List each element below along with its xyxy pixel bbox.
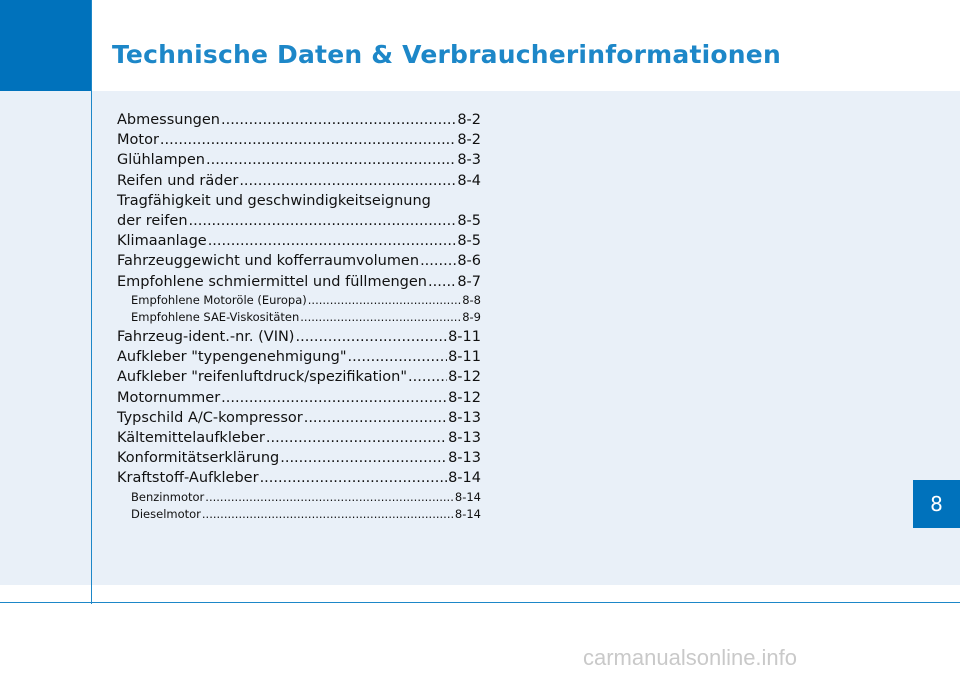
toc-page-number: 8-2: [457, 112, 481, 128]
dot-leader: [280, 448, 447, 468]
dot-leader: [221, 388, 447, 408]
toc-entry[interactable]: [117, 327, 481, 347]
toc-page-number: 8-5: [457, 233, 481, 250]
toc-page-number: 8-5: [457, 213, 481, 230]
dot-leader: [189, 211, 457, 231]
toc-page-number: 8-7: [457, 273, 481, 290]
toc-entry[interactable]: [117, 231, 481, 251]
toc-page-number: 8-13: [448, 409, 481, 426]
toc-page-number: 8-12: [448, 369, 481, 386]
toc-page-number: 8-12: [448, 389, 481, 406]
dot-leader: [428, 272, 456, 292]
toc-entry-label: Fahrzeuggewicht und kofferraumvolumen: [117, 253, 420, 270]
toc-subentry[interactable]: [117, 489, 481, 507]
toc-page-number: 8-13: [448, 430, 481, 447]
corner-block: [0, 0, 92, 91]
toc-entry[interactable]: [117, 388, 481, 408]
dot-leader: [206, 150, 456, 170]
toc-page-number: 8-14: [454, 507, 481, 522]
toc-entry[interactable]: [117, 251, 481, 271]
chapter-tab[interactable]: 8: [913, 480, 960, 528]
toc-entry-label: Motor: [117, 132, 159, 149]
toc-entry-label: Konformitätserklärung: [117, 450, 280, 467]
dot-leader: [308, 292, 461, 310]
toc-entry[interactable]: [117, 347, 481, 367]
toc-entry-label: Klimaanlage: [117, 233, 207, 250]
toc-entry[interactable]: [117, 171, 481, 191]
toc-entry-label: Empfohlene SAE-Viskositäten: [131, 310, 300, 325]
toc-subentry[interactable]: [117, 309, 481, 327]
dot-leader: [420, 251, 456, 271]
toc-entry-label: Kältemittelaufkleber: [117, 430, 265, 447]
toc-entry-label: Benzinmotor: [131, 489, 205, 504]
toc-entry[interactable]: [117, 272, 481, 292]
toc-subentry[interactable]: [117, 506, 481, 524]
toc-page-number: 8-14: [448, 470, 481, 487]
toc-entry[interactable]: [117, 110, 481, 130]
toc-entry[interactable]: [117, 448, 481, 468]
toc-entry-label: Aufkleber "typengenehmigung": [117, 349, 347, 366]
toc-page-number: 8-11: [448, 329, 481, 346]
toc-entry[interactable]: [117, 150, 481, 170]
dot-leader: [221, 110, 456, 130]
toc-page-number: 8-6: [457, 253, 481, 270]
toc-entry-label: Typschild A/C-kompressor: [117, 409, 303, 426]
toc-page-number: 8-14: [454, 489, 481, 504]
dot-leader: [202, 506, 454, 524]
toc-entry[interactable]: [117, 367, 481, 387]
toc-page-number: 8-3: [457, 152, 481, 169]
toc-entry-label-line1: Tragfähigkeit und geschwindigkeitseignung: [117, 192, 431, 209]
toc-entry-label: der reifen: [117, 213, 188, 230]
toc-page-number: 8-8: [462, 292, 481, 307]
dot-leader: [205, 489, 454, 507]
toc-entry-label: Empfohlene Motoröle (Europa): [131, 292, 307, 307]
dot-leader: [295, 327, 447, 347]
dot-leader: [160, 130, 456, 150]
toc-entry-label: Reifen und räder: [117, 172, 239, 189]
dot-leader: [208, 231, 457, 251]
table-of-contents: [117, 110, 481, 524]
toc-page-number: 8-11: [448, 349, 481, 366]
toc-entry-label: Abmessungen: [117, 112, 220, 128]
dot-leader: [408, 367, 447, 387]
toc-entry[interactable]: [117, 130, 481, 150]
toc-page-number: 8-2: [457, 132, 481, 149]
toc-entry-label: Glühlampen: [117, 152, 205, 169]
toc-entry-label: Aufkleber "reifenluftdruck/spezifikation": [117, 369, 408, 386]
toc-page-number: 8-13: [448, 450, 481, 467]
toc-entry-label: Dieselmotor: [131, 507, 201, 522]
watermark: carmanualsonline.info: [583, 645, 798, 670]
toc-entry[interactable]: [117, 408, 481, 428]
toc-page-number: 8-9: [462, 310, 481, 325]
dot-leader: [266, 428, 447, 448]
toc-entry[interactable]: [117, 191, 481, 231]
toc-entry-label: Empfohlene schmiermittel und füllmengen: [117, 273, 428, 290]
dot-leader: [300, 309, 461, 327]
toc-entry[interactable]: [117, 468, 481, 488]
dot-leader: [304, 408, 447, 428]
toc-entry[interactable]: [117, 428, 481, 448]
toc-entry-label: Fahrzeug-ident.-nr. (VIN): [117, 329, 295, 346]
page-title: Technische Daten & Verbraucherinformationen: [112, 40, 781, 69]
toc-subentry[interactable]: [117, 292, 481, 310]
toc-page-number: 8-4: [457, 172, 481, 189]
toc-entry-label: Motornummer: [117, 389, 221, 406]
margin-divider: [91, 0, 92, 604]
dot-leader: [260, 468, 448, 488]
dot-leader: [348, 347, 448, 367]
dot-leader: [239, 171, 456, 191]
footer-divider: [0, 602, 960, 603]
toc-entry-label: Kraftstoff-Aufkleber: [117, 470, 259, 487]
